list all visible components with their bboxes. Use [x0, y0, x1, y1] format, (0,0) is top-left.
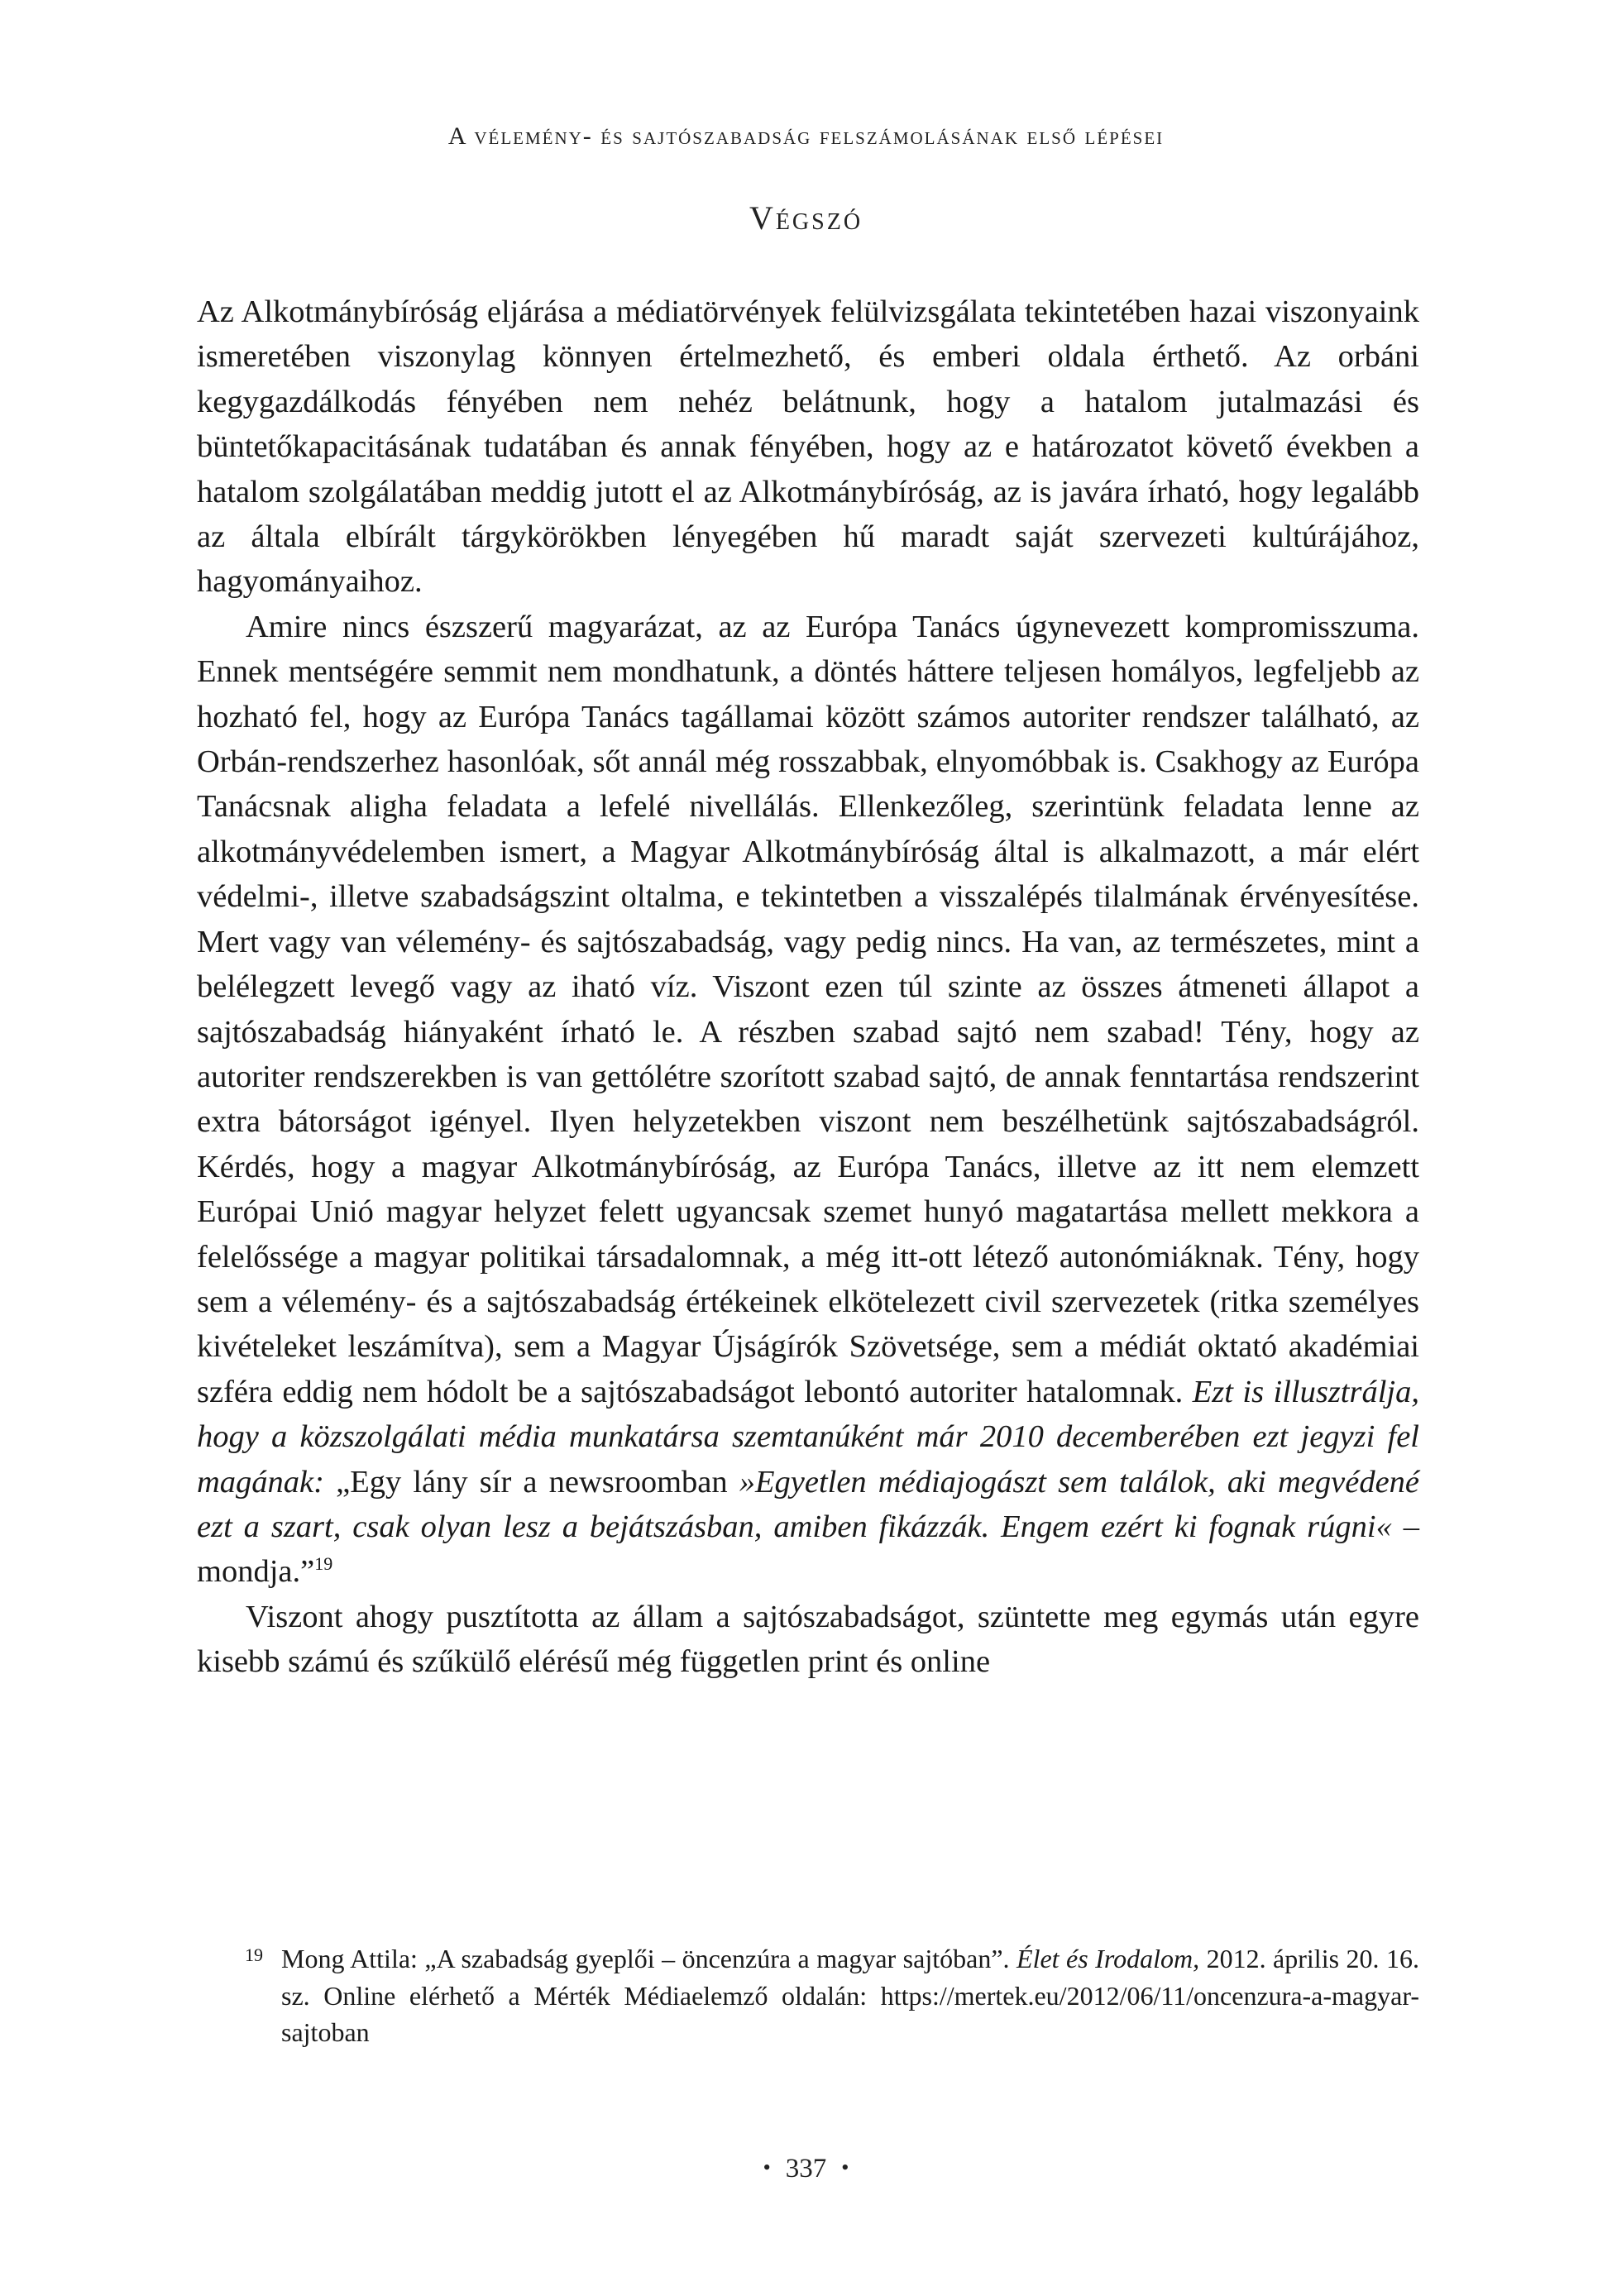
text-run: Amire nincs észszerű magyarázat, az az Európa Tanács úgynevezett kompromisszuma. Ennek mentségére semmit nem mondhatunk, a döntés háttere teljesen homályos, legfeljebb az hozható fel, hogy az Európa Tanács tagállamai között számos autoriter rendszer található, az Orbán-rendszerhez hasonlóak, sőt annál még rosszabbak, elnyomóbbak is. Csakhogy az Európa Tanácsnak aligha feladata a lefelé nivellálás. Ellenkezőleg, szerintünk feladata lenne az alkotmányvédelemben ismert, a Magyar Alkotmánybíróság által is alkalmazott, a már elért védelmi-, illetve szabadságszint oltalma, e tekintetben a visszalépés tilalmának érvényesítése. Mert vagy van vélemény- és sajtószabadság, vagy pedig nincs. Ha van, az természetes, mint a belélegzett levegő vagy az iható víz. Viszont ezen túl szinte az összes átmeneti állapot a sajtószabadság hiányaként írható le. A részben szabad sajtó nem szabad! Tény, hogy az autoriter rendszerekben is van gettólétre szorított szabad sajtó, de annak fenntartása rendszerint extra bátorságot igényel. Ilyen helyzetekben viszont nem beszélhetünk sajtószabadságról. Kérdés, hogy a magyar Alkotmánybíróság, az Európa Tanács, illetve az itt nem elemzett Európai Unió magyar helyzet felett ugyancsak szemet hunyó magatartása mellett mekkora a felelőssége a magyar politikai társadalomnak, a még itt-ott létező autonómiáknak. Tény, hogy sem a vélemény- és a sajtószabadság értékeinek elkötelezett civil szervezetek (ritka személyes kivételeket leszámítva), sem a Magyar Újságírók Szövetsége, sem a médiát oktató akadémiai szféra eddig nem hódolt be a sajtószabadságot lebontó autoriter hatalomnak. — [197, 609, 1419, 1409]
paragraph-2 — [197, 605, 1419, 1595]
folio-bullet-right: • — [841, 2155, 849, 2179]
footnote-text — [281, 1940, 1419, 2051]
text-run: Az Alkotmánybíróság eljárása a médiatörvények felülvizsgálata tekintetében hazai viszonyaink ismeretében viszonylag könnyen értelmezhető, és emberi oldala érthető. Az orbáni kegygazdálkodás fényében nem nehéz belátnunk, hogy a hatalom jutalmazási és büntetőkapacitásának tudatában és annak fényében, hogy az e határozatot követő években a hatalom szolgálatában meddig jutott el az Alkotmánybíróság, az is javára írható, hogy legalább az általa elbírált tárgykörökben lényegében hű maradt saját szervezeti kultúrájához, hagyományaihoz. — [197, 294, 1419, 600]
paragraph-1 — [197, 289, 1419, 605]
section-title: Végszó — [749, 199, 863, 237]
text-run: „Egy lány sír a newsroomban — [323, 1464, 739, 1500]
folio-bullet-left: • — [763, 2155, 771, 2179]
italic-text-run: »Egyetlen médiajogászt sem találok, aki megvédené ezt a szart, csak olyan lesz a bejátszásban, amiben fikázzák. Engem ezért ki fognak rúgni« — [197, 1464, 1420, 1544]
footnote-number: 19 — [245, 1944, 263, 1965]
page-number — [0, 2154, 1612, 2184]
text-run: – mondja.” — [197, 1509, 1420, 1590]
paragraph-3 — [197, 1595, 1419, 1685]
text-run: 2012. április 20. 16. sz. Online elérhető a Mérték Médiaelemző oldalán: https://mertek.eu/2012/06/11/oncenzura-a-magyar-sajtoban — [281, 1944, 1420, 2047]
footnote-ref: 19 — [314, 1553, 333, 1575]
running-head: A vélemény- és sajtószabadság felszámolásának első lépései — [447, 122, 1165, 150]
italic-text-run: Ezt is illusztrálja, hogy a közszolgálati média munkatársa szemtanúként már 2010 decemberében ezt jegyzi fel magának: — [197, 1374, 1420, 1500]
footnote-19 — [245, 1940, 1419, 2051]
italic-text-run: Élet és Irodalom, — [1016, 1944, 1200, 1973]
text-run: Viszont ahogy pusztította az állam a sajtószabadságot, szüntette meg egymás után egyre kisebb számú és szűkülő elérésű még független print és online — [197, 1599, 1419, 1680]
text-run: Mong Attila: „A szabadság gyeplői – öncenzúra a magyar sajtóban”. — [281, 1944, 1017, 1973]
folio-number: 337 — [785, 2154, 827, 2184]
body-text — [197, 289, 1419, 1685]
